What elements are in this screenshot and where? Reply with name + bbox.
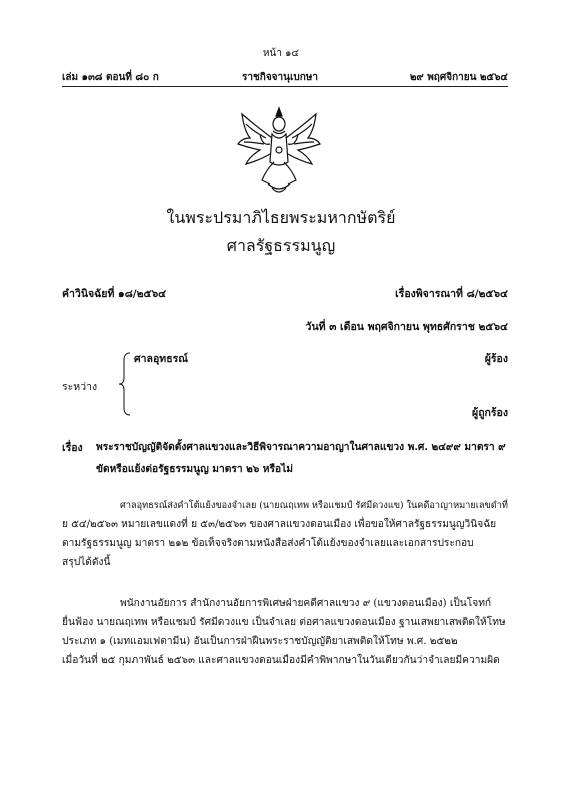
gazette-volume: เล่ม ๑๓๘ ตอนที่ ๘๐ ก [62, 72, 159, 83]
paragraph-line: ตามรัฐธรรมนูญ มาตรา ๒๑๒ ข้อเท็จจริงตามหนังสือส่งคำโต้แย้งของจำเลยและเอกสารประกอบ [62, 538, 474, 549]
royal-title: ในพระปรมาภิไธยพระมหากษัตริย์ [166, 208, 396, 227]
respondent-role: ผู้ถูกร้อง [472, 407, 508, 419]
header-rule [62, 86, 508, 87]
brace-icon [118, 352, 132, 416]
ruling-date: วันที่ ๓ เดือน พฤศจิกายน พุทธศักราช ๒๕๖๔ [305, 321, 508, 333]
paragraph-line: พนักงานอัยการ สำนักงานอัยการพิเศษฝ่ายคดีศาลแขวง ๙ (แขวงดอนเมือง) เป็นโจทก์ [120, 598, 492, 609]
case-number: เรื่องพิจารณาที่ ๘/๒๕๖๔ [395, 288, 508, 300]
paragraph-line: ประเภท ๑ (เมทแอมเฟตามีน) อันเป็นการฝ่าฝืนพระราชบัญญัติยาเสพติดให้โทษ พ.ศ. ๒๕๒๒ [62, 636, 458, 647]
subject-label: เรื่อง [62, 442, 83, 454]
ruling-number: คำวินิจฉัยที่ ๑๘/๒๕๖๔ [62, 288, 167, 300]
garuda-emblem-icon [236, 104, 322, 196]
between-label: ระหว่าง [62, 381, 98, 393]
gazette-date: ๒๙ พฤศจิกายน ๒๕๖๔ [409, 72, 508, 83]
court-title: ศาลรัฐธรรมนูญ [226, 236, 336, 255]
paragraph-line: ยื่นฟ้อง นายณฤเทพ หรือแชมป์ รัศมีดวงแข เป็นจำเลย ต่อศาลแขวงดอนเมือง ฐานเสพยาเสพติดให้โทษ [62, 617, 506, 628]
subject-line-2: ขัดหรือแย้งต่อรัฐธรรมนูญ มาตรา ๒๖ หรือไม่ [96, 463, 293, 475]
paragraph-line: สรุปได้ดังนี้ [62, 557, 111, 568]
petitioner-name: ศาลอุทธรณ์ [134, 353, 189, 365]
subject-line-1: พระราชบัญญัติจัดตั้งศาลแขวงและวิธีพิจารณาความอาญาในศาลแขวง พ.ศ. ๒๔๙๙ มาตรา ๙ [96, 441, 506, 453]
paragraph-2 [62, 594, 508, 670]
gazette-name: ราชกิจจานุเบกษา [241, 72, 319, 83]
petitioner-role: ผู้ร้อง [484, 353, 508, 365]
paragraph-line: เมื่อวันที่ ๒๕ กุมภาพันธ์ ๒๕๖๓ และศาลแขวงดอนเมืองมีคำพิพากษาในวันเดียวกันว่าจำเลยมีความผิด [62, 655, 500, 666]
paragraph-1 [62, 496, 508, 572]
page-number: หน้า ๑๔ [262, 48, 300, 59]
paragraph-line: ศาลอุทธรณ์ส่งคำโต้แย้งของจำเลย (นายณฤเทพ หรือแชมป์ รัศมีดวงแข) ในคดีอาญาหมายเลขดำที่ [120, 500, 508, 511]
paragraph-line: ย ๕๔/๒๕๖๓ หมายเลขแดงที่ ย ๕๓/๒๕๖๓ ของศาลแขวงดอนเมือง เพื่อขอให้ศาลรัฐธรรมนูญวินิจฉัย [62, 519, 497, 530]
